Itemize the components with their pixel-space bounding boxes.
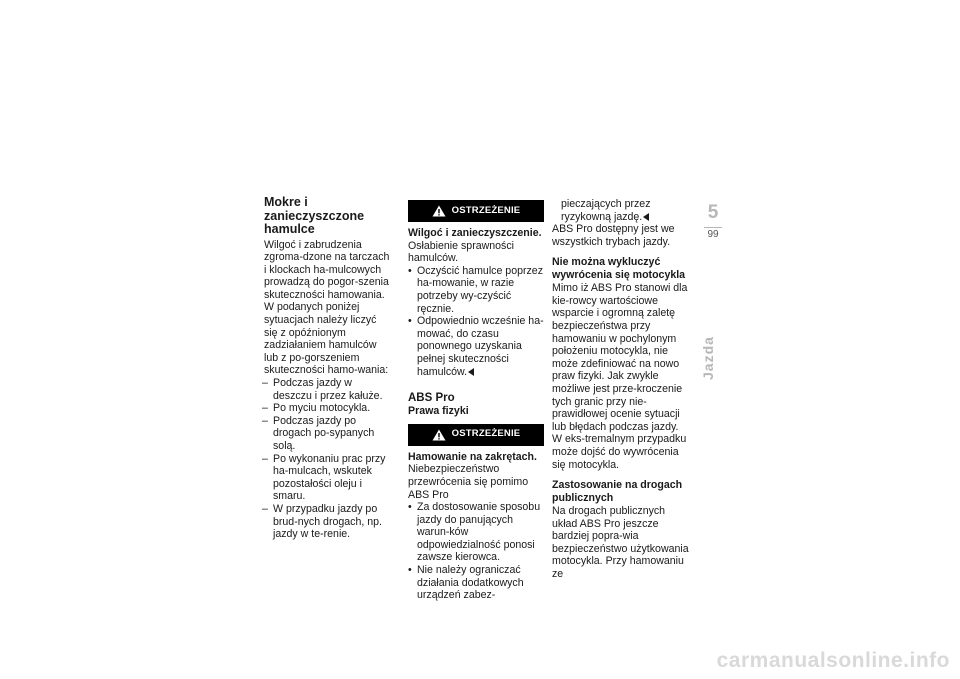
list-item-text: Odpowiednio wcześnie ha-mować, do czasu ponownego uzyskania pełnej skuteczności hamulców. (417, 315, 544, 378)
end-mark-icon (468, 368, 474, 376)
warning-banner (408, 424, 544, 446)
warning-title: Hamowanie na zakrętach. (408, 450, 537, 463)
list-item: – W przypadku jazdy po brud-nych drogach, np. jazdy w te-renie. (264, 503, 392, 541)
chapter-title: Jazda (700, 336, 716, 380)
page-number: 99 (707, 229, 719, 240)
warning-triangle-icon (432, 429, 446, 441)
intro-paragraph: Wilgoć i zabrudzenia zgroma-dzone na tarczach i klockach ha-mulcowych prowadzą do pogor-szenia skuteczności hamowania. W podanych poniżej sytuacjach należy liczyć się z opóźnionym zadziałaniem hamulców lub z po-gorszeniem skuteczności hamo-wania: (264, 238, 390, 377)
availability-text: ABS Pro dostępny jest we wszystkich trybach jazdy. (552, 223, 675, 248)
list-item: – Podczas jazdy w deszczu i przez kałuże. (264, 377, 392, 402)
continuation-span: pieczających przez ryzykowną jazdę. (561, 198, 651, 223)
warning-text: Osłabienie sprawności hamulców. (408, 239, 514, 265)
public-roads-paragraph: Na drogach publicznych układ ABS Pro jeszcze bardziej popra-wia bezpieczeństwo użytkowania motocykla. Przy hamowaniu ze (552, 504, 689, 580)
chapter-divider (704, 227, 722, 228)
chapter-number: 5 (707, 202, 719, 223)
continuation-text (552, 198, 690, 223)
list-item: • Nie należy ograniczać działania dodatkowych urządzeń zabez- (408, 564, 544, 602)
section-heading-wet-brakes: Mokre i zanieczyszczone hamulce (264, 195, 365, 236)
warning-title: Wilgoć i zanieczyszczenie. (408, 227, 542, 239)
warning-text: Niebezpieczeństwo przewrócenia się pomimo ABS Pro (408, 463, 529, 501)
end-mark-icon (643, 213, 649, 221)
warning-banner (408, 200, 544, 222)
subheading-physics: Prawa fizyki (408, 405, 469, 418)
list-item: – Podczas jazdy po drogach po-sypanych solą. (264, 415, 392, 453)
watermark: carmanualsonline.info (716, 649, 950, 672)
situation-list (264, 377, 392, 541)
list-item (408, 315, 544, 378)
warning-list (408, 501, 544, 602)
rollover-paragraph: Mimo iż ABS Pro stanowi dla kie-rowcy wartościowe wsparcie i ogromną zaletę bezpieczeństwa przy hamowaniu w pochylonym położeniu motocykla, nie może zdefiniować na nowo praw fizyki. Jak zwykle możliwe jest prze-kroczenie tych granic przy nie-prawidłowej ocenie sytuacji lub błędach podczas jazdy. W eks-tremalnym przypadku może dojść do wywrócenia się motocykla. (552, 282, 688, 471)
list-item: – Po myciu motocykla. (264, 402, 392, 415)
column-1 (264, 196, 392, 541)
column-3 (552, 198, 690, 580)
list-item: – Po wykonaniu prac przy ha-mulcach, wskutek pozostałości oleju i smaru. (264, 453, 392, 503)
column-2 (408, 200, 544, 602)
subheading-public-roads: Zastosowanie na drogach publicznych (552, 479, 683, 504)
warning-list (408, 265, 544, 378)
subheading-rollover: Nie można wykluczyć wywrócenia się motocykla (552, 256, 686, 281)
section-heading-abs-pro: ABS Pro (408, 392, 455, 405)
warning-label: OSTRZEŻENIE (451, 428, 521, 440)
warning-label: OSTRZEŻENIE (451, 204, 521, 216)
list-item: • Za dostosowanie sposobu jazdy do panujących warun-ków odpowiedzialność ponosi zawsze kierowca. (408, 501, 544, 564)
warning-triangle-icon (432, 205, 446, 217)
list-item: • Oczyścić hamulce poprzez ha-mowanie, w razie potrzeby wy-czyścić ręcznie. (408, 265, 544, 315)
